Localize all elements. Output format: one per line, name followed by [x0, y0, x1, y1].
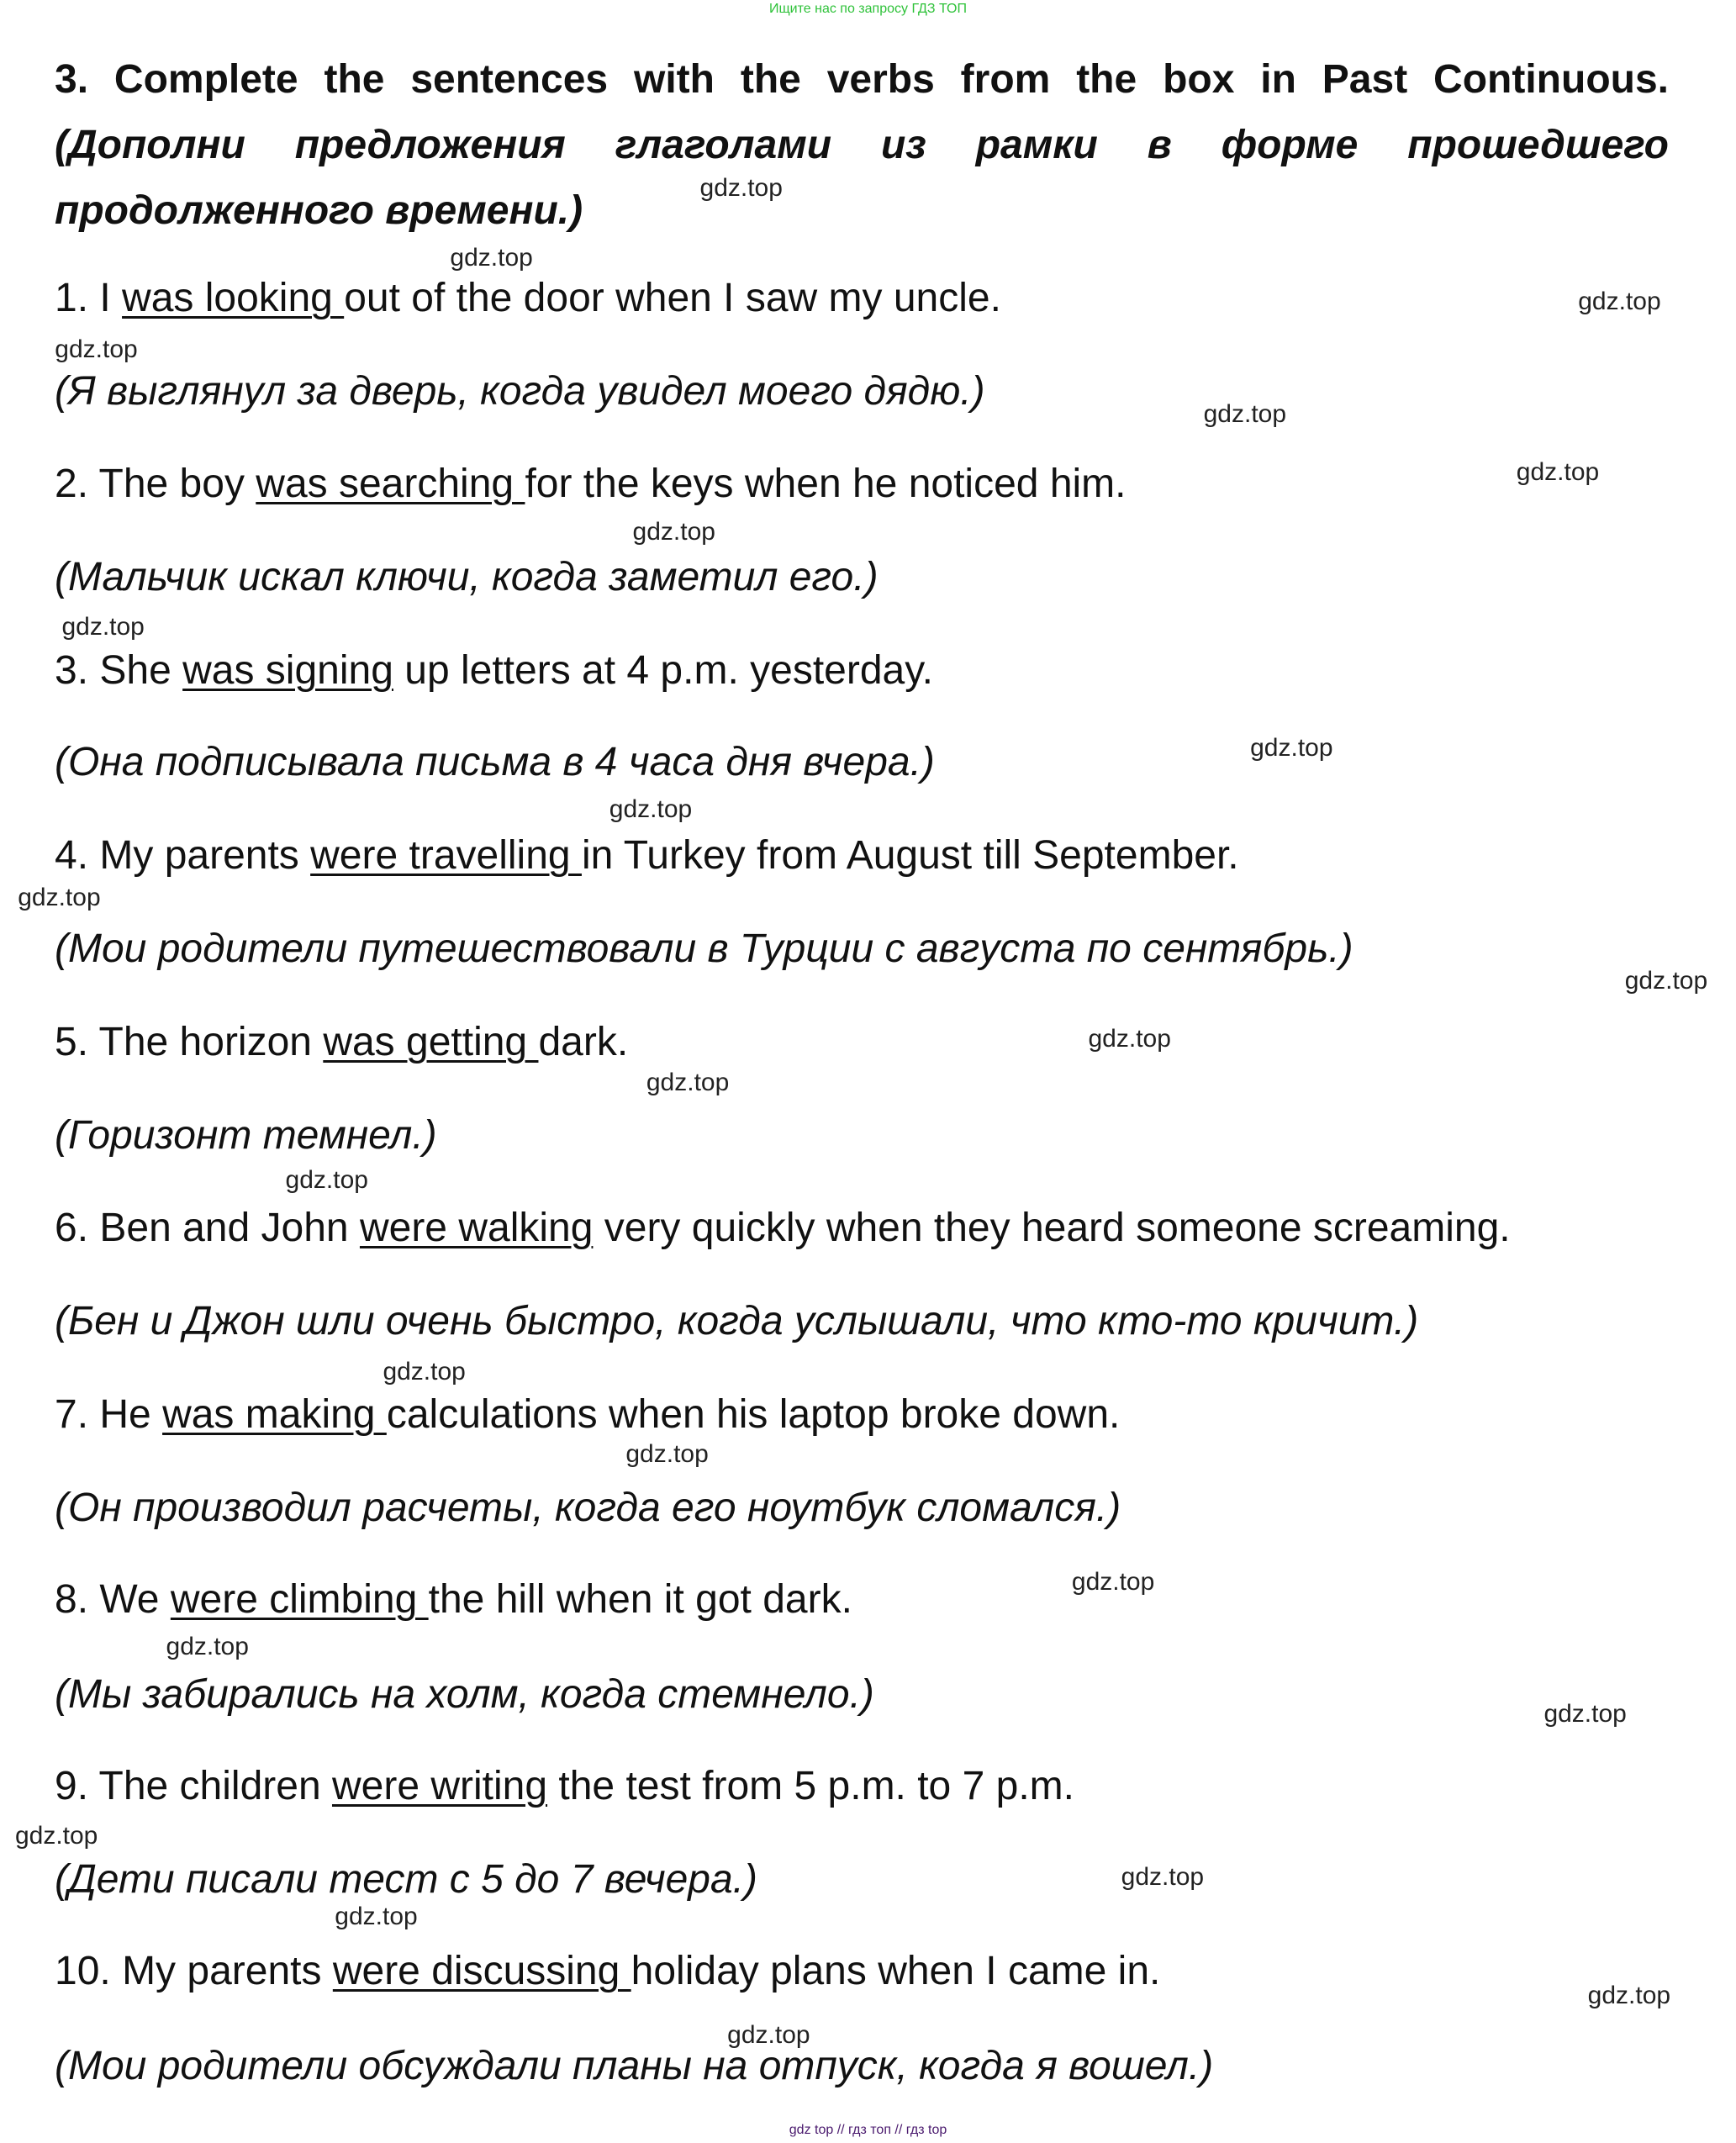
- watermark: gdz.top: [625, 1440, 709, 1469]
- answer-verb: were discussing: [332, 1949, 631, 1994]
- watermark: gdz.top: [18, 883, 101, 911]
- sentence-prefix: 2. The boy: [55, 461, 256, 506]
- watermark: gdz.top: [609, 795, 693, 824]
- answer-verb: was making: [162, 1391, 387, 1437]
- sentence-translation: (Бен и Джон шли очень быстро, когда услышали, что кто-то кричит.): [55, 1298, 1419, 1343]
- title-ru: (Дополни предложения глаголами из рамки в форме прошедшего продолженного времени.): [55, 123, 1669, 233]
- sentence-en: [55, 646, 933, 696]
- sentence-prefix: 7. He: [55, 1391, 163, 1437]
- watermark: gdz.top: [1088, 1024, 1171, 1053]
- watermark: gdz.top: [1071, 1568, 1155, 1597]
- title-en: 3. Complete the sentences with the verbs from the box in Past Continuous.: [55, 57, 1669, 102]
- sentence-prefix: 8. We: [55, 1577, 171, 1622]
- sentence-translation: (Мы забирались на холм, когда стемнело.): [55, 1671, 874, 1717]
- watermark: gdz.top: [1203, 399, 1287, 428]
- sentence-prefix: 10. My parents: [55, 1949, 333, 1994]
- sentence-en: [55, 1203, 1511, 1254]
- sentence-translation: (Мальчик искал ключи, когда заметил его.): [55, 554, 879, 599]
- answer-verb: were writing: [331, 1764, 548, 1809]
- sentence-translation: (Он производил расчеты, когда его ноутбук сломался.): [55, 1485, 1121, 1530]
- answer-verb: was signing: [182, 647, 393, 693]
- sentence-translation: (Мои родители путешествовали в Турции с августа по сентябрь.): [55, 926, 1353, 972]
- watermark: gdz.top: [1587, 1981, 1671, 2009]
- watermark: gdz.top: [383, 1358, 466, 1386]
- answer-verb: were climbing: [170, 1577, 429, 1622]
- sentence-suffix: the hill when it got dark.: [428, 1577, 852, 1622]
- sentence-prefix: 4. My parents: [55, 833, 311, 879]
- sentence-en: [55, 831, 1239, 881]
- sentence-translation: (Горизонт темнел.): [55, 1113, 437, 1159]
- sentence-suffix: holiday plans when I came in.: [631, 1949, 1161, 1994]
- sentence-en: [55, 273, 1001, 324]
- sentence-prefix: 1. I: [55, 276, 123, 321]
- sentence-en: [55, 459, 1127, 509]
- watermark: gdz.top: [632, 518, 715, 546]
- top-note: Ищите нас по запросу ГДЗ ТОП: [769, 2, 967, 16]
- sentence-translation: (Мои родители обсуждали планы на отпуск, когда я вошел.): [55, 2044, 1214, 2089]
- watermark: gdz.top: [1543, 1699, 1627, 1728]
- watermark: gdz.top: [1121, 1863, 1205, 1892]
- watermark: gdz.top: [166, 1632, 249, 1660]
- sentence-en: [55, 1390, 1120, 1440]
- footer: gdz top // гдз топ // гдз top: [789, 2123, 947, 2137]
- sentence-translation: (Дети писали тест с 5 до 7 вечера.): [55, 1857, 757, 1903]
- answer-verb: were walking: [359, 1205, 594, 1250]
- sentence-en: [55, 1575, 852, 1625]
- answer-verb: was getting: [323, 1020, 539, 1065]
- watermark: gdz.top: [1578, 288, 1661, 316]
- watermark: gdz.top: [335, 1903, 418, 1931]
- sentence-suffix: very quickly when they heard someone screaming.: [593, 1205, 1511, 1250]
- sentence-prefix: 5. The horizon: [55, 1020, 324, 1065]
- sentence-suffix: out of the door when I saw my uncle.: [344, 276, 1001, 321]
- answer-verb: was looking: [122, 276, 345, 321]
- sentence-prefix: 3. She: [55, 647, 183, 693]
- watermark: gdz.top: [61, 613, 145, 641]
- answer-verb: were travelling: [310, 833, 582, 879]
- sentence-prefix: 9. The children: [55, 1764, 332, 1809]
- watermark: gdz.top: [699, 173, 783, 202]
- sentence-en: [55, 1761, 1074, 1812]
- sentence-en: [55, 1946, 1160, 1997]
- sentence-suffix: dark.: [538, 1020, 629, 1065]
- watermark: gdz.top: [55, 335, 138, 364]
- sentence-suffix: the test from 5 p.m. to 7 p.m.: [547, 1764, 1074, 1809]
- watermark: gdz.top: [646, 1068, 730, 1096]
- sentence-suffix: calculations when his laptop broke down.: [386, 1391, 1121, 1437]
- sentence-translation: (Я выглянул за дверь, когда увидел моего дядю.): [55, 369, 985, 414]
- watermark: gdz.top: [14, 1822, 98, 1850]
- watermark: gdz.top: [1516, 457, 1600, 486]
- sentence-prefix: 6. Ben and John: [55, 1205, 360, 1250]
- sentence-suffix: up letters at 4 p.m. yesterday.: [393, 647, 933, 693]
- watermark: gdz.top: [1250, 733, 1333, 762]
- watermark: gdz.top: [450, 243, 533, 272]
- sentence-en: [55, 1017, 628, 1068]
- exercise-title: [55, 47, 1669, 244]
- watermark: gdz.top: [285, 1165, 368, 1194]
- sentence-translation: (Она подписывала письма в 4 часа дня вчера.): [55, 740, 935, 785]
- sentence-suffix: in Turkey from August till September.: [581, 833, 1239, 879]
- watermark: gdz.top: [1624, 967, 1708, 995]
- sentence-suffix: for the keys when he noticed him.: [525, 461, 1127, 506]
- answer-verb: was searching: [256, 461, 525, 506]
- watermark: gdz.top: [727, 2020, 810, 2049]
